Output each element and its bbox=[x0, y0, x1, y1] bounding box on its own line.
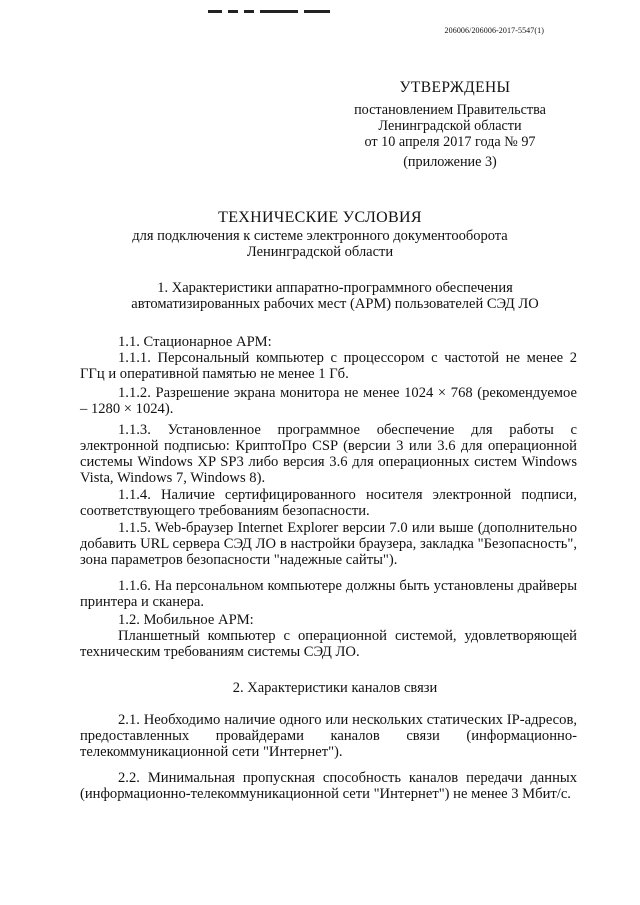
document-number: 206006/206006-2017-5547(1) bbox=[444, 26, 544, 35]
document-subtitle-line-2: Ленинградской области bbox=[246, 244, 394, 260]
paragraph-1-1-6: 1.1.6. На персональном компьютере должны быть установлены драйверы принтера и сканера. bbox=[80, 578, 577, 610]
section-2-heading-text: 2. Характеристики каналов связи bbox=[232, 680, 438, 696]
section-1-heading bbox=[110, 280, 560, 312]
paragraph-1-1: 1.1. Стационарное АРМ: bbox=[118, 334, 272, 350]
paragraph-1-1-3: 1.1.3. Установленное программное обеспечение для работы с электронной подписью: КриптоПро CSP (версии 3 или 3.6 для операционной системы Windows XP SP3 либо версия 3.6 для операционных систем Windows Vista, Windows 7, Windows 8). bbox=[80, 422, 577, 486]
approval-block bbox=[330, 80, 570, 170]
scan-edge-marks bbox=[208, 0, 338, 4]
approval-line-1: постановлением Правительства bbox=[354, 102, 546, 118]
paragraph-1-1-5: 1.1.5. Web-браузер Internet Explorer версии 7.0 или выше (дополнительно добавить URL сервера СЭД ЛО в настройки браузера, закладка "Безопасность", зона параметров безопасности "надежные сайты"). bbox=[80, 520, 577, 568]
approval-annex: (приложение 3) bbox=[403, 154, 497, 170]
document-title-block bbox=[80, 210, 560, 260]
approval-line-3: от 10 апреля 2017 года № 97 bbox=[364, 134, 536, 150]
document-subtitle-line-1: для подключения к системе электронного документооборота bbox=[132, 228, 508, 244]
section-2-heading bbox=[110, 680, 560, 696]
paragraph-1-1-4: 1.1.4. Наличие сертифицированного носителя электронной подписи, соответствующего требованиям безопасности. bbox=[80, 487, 577, 519]
paragraph-1-1-1: 1.1.1. Персональный компьютер с процессором с частотой не менее 2 ГГц и оперативной памятью не менее 1 Гб. bbox=[80, 350, 577, 382]
section-1-heading-line-1: 1. Характеристики аппаратно-программного обеспечения bbox=[157, 280, 513, 296]
approval-line-2: Ленинградской области bbox=[378, 118, 522, 134]
approval-heading: УТВЕРЖДЕНЫ bbox=[399, 79, 511, 96]
document-title: ТЕХНИЧЕСКИЕ УСЛОВИЯ bbox=[218, 209, 422, 226]
paragraph-2-2: 2.2. Минимальная пропускная способность каналов передачи данных (информационно-телекоммуникационной сети "Интернет") не менее 3 Мбит/с. bbox=[80, 770, 577, 802]
paragraph-2-1: 2.1. Необходимо наличие одного или нескольких статических IP-адресов, предоставленных провайдерами каналов связи (информационно-телекоммуникационной сети "Интернет"). bbox=[80, 712, 577, 760]
paragraph-1-1-2: 1.1.2. Разрешение экрана монитора не менее 1024 × 768 (рекомендуемое – 1280 × 1024). bbox=[80, 385, 577, 417]
section-1-heading-line-2: автоматизированных рабочих мест (АРМ) пользователей СЭД ЛО bbox=[131, 296, 539, 312]
paragraph-1-2-text: Планшетный компьютер с операционной системой, удовлетворяющей техническим требованиям системы СЭД ЛО. bbox=[80, 628, 577, 660]
paragraph-1-2: 1.2. Мобильное АРМ: bbox=[118, 612, 254, 628]
